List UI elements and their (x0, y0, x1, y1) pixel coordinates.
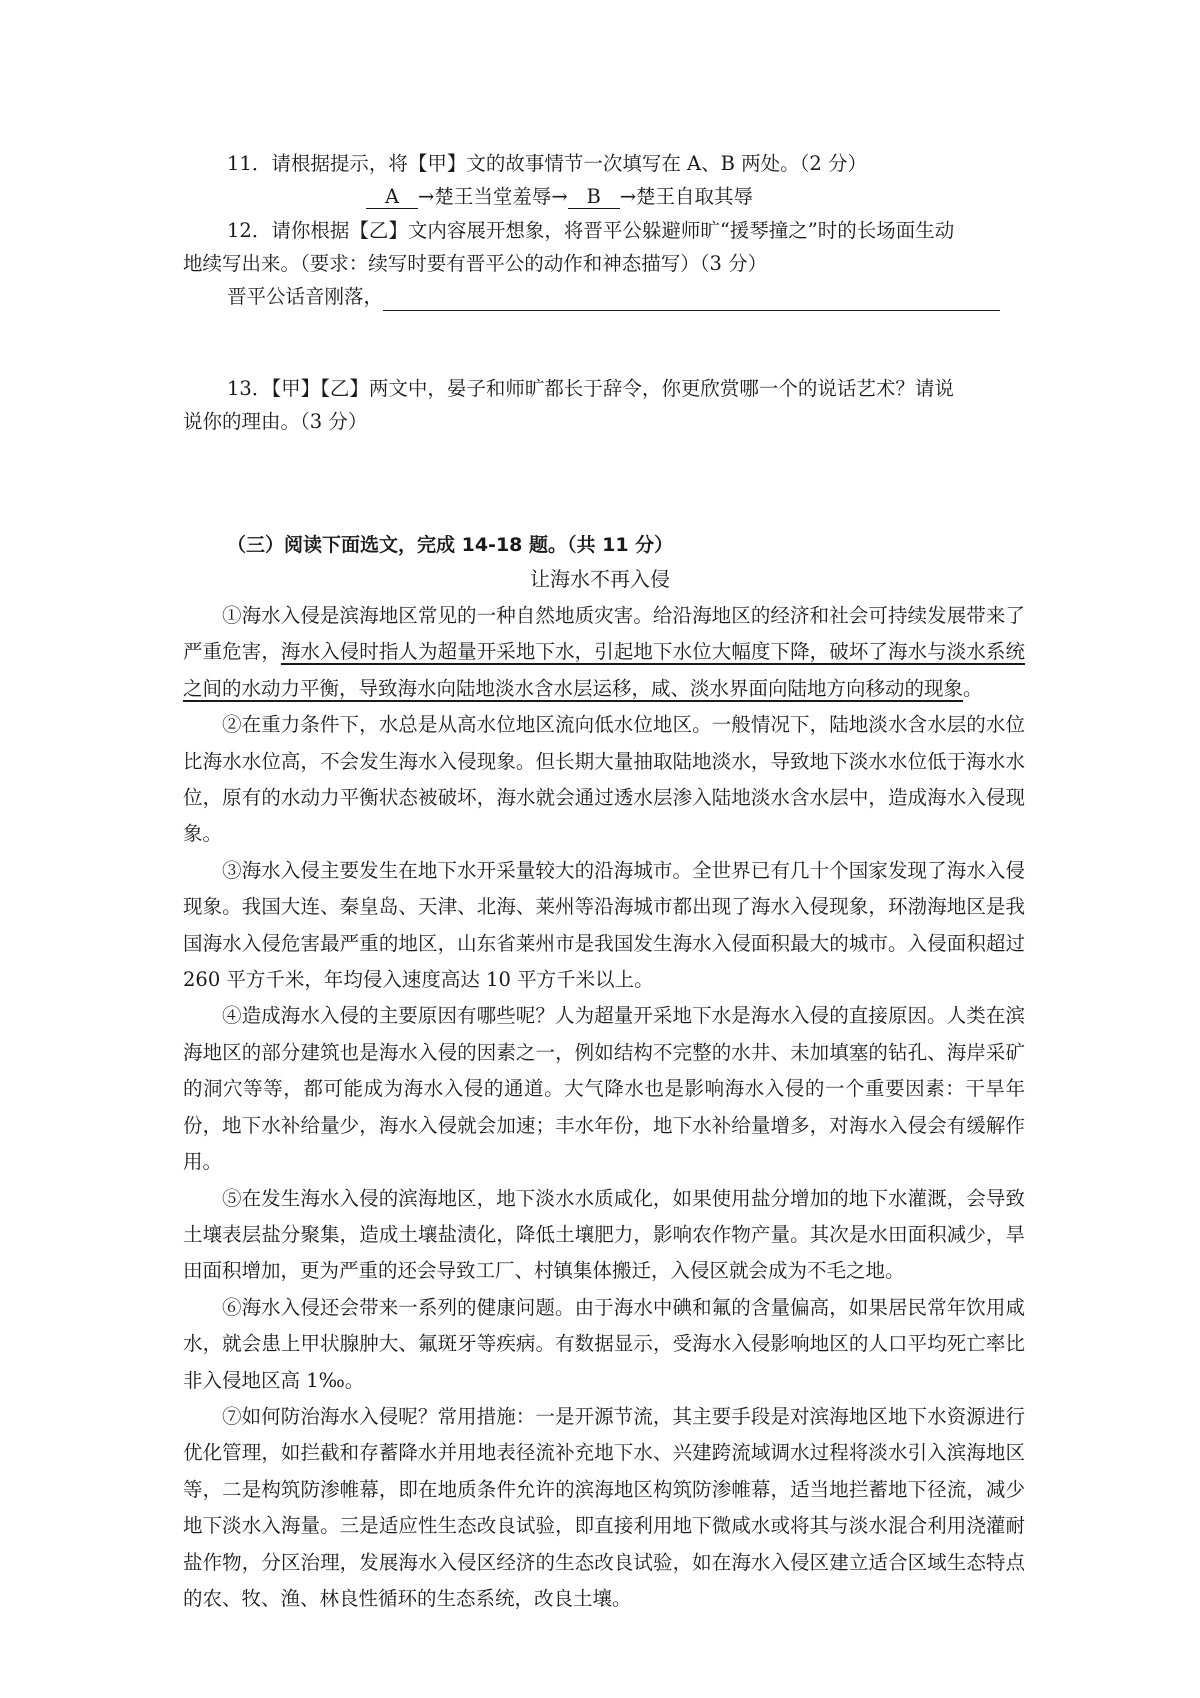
paragraph-1-intro: ①海水入侵是滨海地区常见的一种自然地质灾害。给沿海地区的经济和社会可持续发展带来了严重危害， (183, 604, 1025, 664)
question-11-flow (366, 183, 753, 211)
question-12-answer (227, 283, 1000, 311)
paragraph-6: ⑥海水入侵还会带来一系列的健康问题。由于海水中碘和氟的含量偏高，如果居民常年饮用咸水，就会患上甲状腺肿大、氟斑牙等疾病。有数据显示，受海水入侵影响地区的人口平均死亡率比非入侵地区高 1‰。 (183, 1295, 1025, 1392)
question-13-line2: 说你的理由。（3 分） (183, 410, 368, 433)
flow-arrow-1: →楚王当堂羞辱→ (418, 185, 568, 208)
section-heading: （三）阅读下面选文，完成 14-18 题。（共 11 分） (227, 534, 674, 556)
paragraph-1-end: 。 (963, 676, 983, 700)
blank-a[interactable]: A (366, 186, 418, 209)
paragraph-7: ⑦如何防治海水入侵呢？常用措施：一是开源节流，其主要手段是对滨海地区地下水资源进行优化管理，如拦截和存蓄降水并用地表径流补充地下水、兴建跨流域调水过程将淡水引入滨海地区等，二是构筑防渗帷幕，即在地质条件允许的滨海地区构筑防渗帷幕，适当地拦蓄地下径流，减少地下淡水入海量。三是适应性生态改良试验，即直接利用地下微咸水或将其与淡水混合利用浇灌耐盐作物，分区治理，发展海水入侵区经济的生态改良试验，如在海水入侵区建立适合区域生态特点的农、牧、渔、林良性循环的生态系统，改良土壤。 (183, 1404, 1025, 1610)
answer-line[interactable] (383, 290, 1000, 311)
paragraph-2: ②在重力条件下，水总是从高水位地区流向低水位地区。一般情况下，陆地淡水含水层的水位比海水水位高，不会发生海水入侵现象。但长期大量抽取陆地淡水，导致地下淡水水位低于海水水位，原有的水动力平衡状态被破坏，海水就会通过透水层渗入陆地淡水含水层中，造成海水入侵现象。 (183, 713, 1025, 846)
paragraph-4: ④造成海水入侵的主要原因有哪些呢？人为超量开采地下水是海水入侵的直接原因。人类在滨海地区的部分建筑也是海水入侵的因素之一，例如结构不完整的水井、未加填塞的钻孔、海岸采矿的洞穴等等，都可能成为海水入侵的通道。大气降水也是影响海水入侵的一个重要因素：干旱年份，地下水补给量少，海水入侵就会加速；丰水年份，地下水补给量增多，对海水入侵会有缓解作用。 (183, 1004, 1025, 1174)
question-13-line1: 13．【甲】【乙】两文中，晏子和师旷都长于辞令，你更欣赏哪一个的说话艺术？请说 (227, 377, 954, 400)
article-body (183, 598, 1025, 1617)
blank-b[interactable]: B (568, 186, 620, 209)
answer-prompt: 晋平公话音刚落， (227, 285, 384, 308)
question-12-line1: 12．请你根据【乙】文内容展开想象，将晋平公躲避师旷“援琴撞之”时的长场面生动 (227, 219, 955, 242)
paragraph-1 (183, 598, 1025, 707)
paragraph-3: ③海水入侵主要发生在地下水开采量较大的沿海城市。全世界已有几十个国家发现了海水入侵现象。我国大连、秦皇岛、天津、北海、莱州等沿海城市都出现了海水入侵现象，环渤海地区是我国海水入侵危害最严重的地区，山东省莱州市是我国发生海水入侵面积最大的城市。入侵面积超过 260 平方千米，年均侵入速度高达 10 平方千米以上。 (183, 858, 1025, 992)
question-11: 11．请根据提示，将【甲】文的故事情节一次填写在 A、B 两处。（2 分） (227, 152, 867, 175)
question-12-line2: 地续写出来。（要求：续写时要有晋平公的动作和神态描写）（3 分） (183, 252, 768, 275)
underlined-definition: 海水入侵时指人为超量开采地下水，引起地下水位大幅度下降，破坏了海水与淡水系统之间的水动力平衡，导致海水向陆地淡水含水层运移，咸、淡水界面向陆地方向移动的现象 (183, 640, 1025, 700)
article-title: 让海水不再入侵 (530, 567, 670, 591)
paragraph-5: ⑤在发生海水入侵的滨海地区，地下淡水水质咸化，如果使用盐分增加的地下水灌溉，会导致土壤表层盐分聚集，造成土壤盐渍化，降低土壤肥力，影响农作物产量。其次是水田面积减少，旱田面积增加，更为严重的还会导致工厂、村镇集体搬迁，入侵区就会成为不毛之地。 (183, 1186, 1025, 1283)
flow-arrow-2: →楚王自取其辱 (619, 185, 754, 208)
